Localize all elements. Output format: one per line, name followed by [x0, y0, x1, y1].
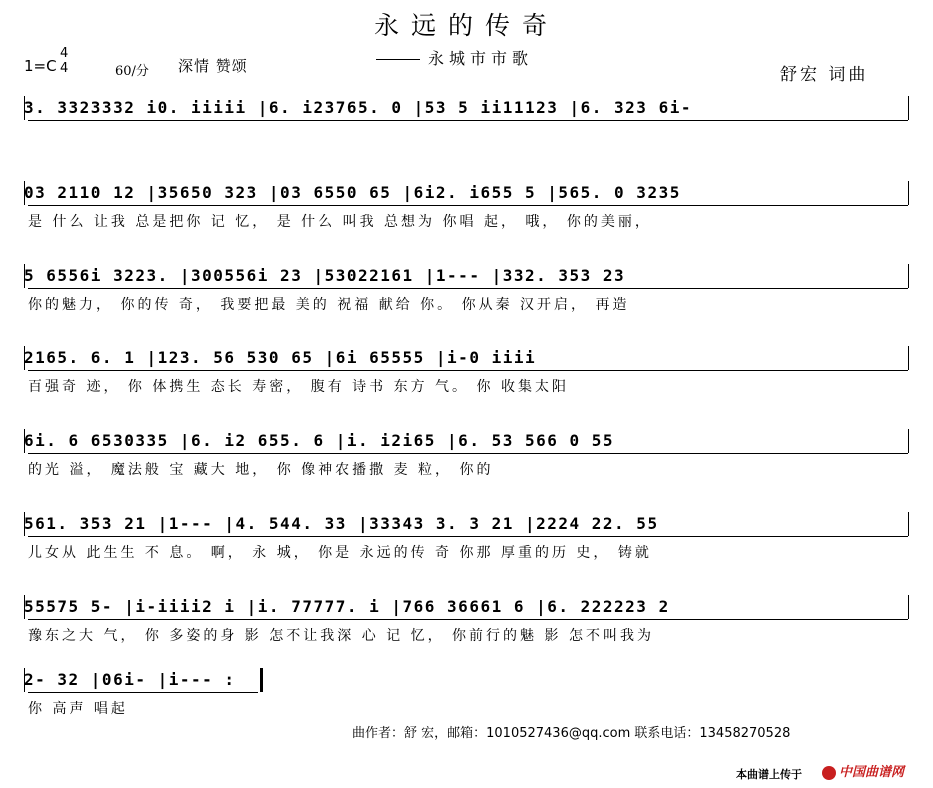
underline-beam	[28, 536, 908, 537]
time-signature	[60, 46, 68, 76]
barline	[908, 346, 909, 370]
notation-line: 2165. 6. 1 |123. 56 530 65 |6i 65555 |i-0 iiii	[24, 348, 537, 367]
barline	[908, 264, 909, 288]
barline	[908, 512, 909, 536]
barline	[908, 429, 909, 453]
underline-beam	[28, 692, 258, 693]
barline	[908, 96, 909, 120]
tempo-marking: 60/分	[115, 64, 149, 79]
underline-beam	[28, 120, 908, 121]
lyrics-line: 儿女从 此生生 不 息。 啊， 永 城， 你是 永远的传 奇 你那 厚重的历 史， 铸就	[28, 545, 652, 561]
barline	[24, 668, 25, 692]
lyrics-line: 是 什么 让我 总是把你 记 忆， 是 什么 叫我 总想为 你唱 起， 哦， 你的美丽，	[28, 214, 652, 230]
lyrics-line: 你 高声 唱起	[28, 701, 128, 717]
time-signature-bottom: 4	[60, 61, 69, 76]
notation-line: 5 6556i 3223. |300556i 23 |53022161 |1--- |332. 353 23	[24, 266, 626, 285]
notation-line: 03 2110 12 |35650 323 |03 6550 65 |6i2. i655 5 |565. 0 3235	[24, 183, 681, 202]
lyrics-line: 百强奇 迹， 你 体携生 态长 寿密， 腹有 诗书 东方 气。 你 收集太阳	[28, 379, 569, 395]
barline	[908, 595, 909, 619]
repeat-end-barline	[260, 668, 263, 692]
upload-notice: 本曲谱上传于	[736, 768, 802, 781]
mood-marking: 深情 赞颂	[178, 57, 248, 75]
lyrics-line: 豫东之大 气， 你 多姿的身 影 怎不让我深 心 记 忆， 你前行的魅 影 怎不叫我为	[28, 628, 654, 644]
time-signature-top: 4	[60, 46, 69, 61]
notation-line: 55575 5- |i-iiii2 i |i. 77777. i |766 36661 6 |6. 222223 2	[24, 597, 670, 616]
barline	[24, 595, 25, 619]
underline-beam	[28, 453, 908, 454]
notation-line: 6i. 6 6530335 |6. i2 655. 6 |i. i2i65 |6. 53 566 0 55	[24, 431, 615, 450]
barline	[24, 96, 25, 120]
underline-beam	[28, 205, 908, 206]
underline-beam	[28, 619, 908, 620]
logo-text: 中国曲谱网	[839, 765, 905, 780]
site-logo	[822, 761, 904, 780]
underline-beam	[28, 370, 908, 371]
notation-line: 561. 353 21 |1--- |4. 544. 33 |33343 3. 3 21 |2224 22. 55	[24, 514, 659, 533]
notation-line: 3. 3323332 i0. iiiii |6. i23765. 0 |53 5 ii11123 |6. 323 6i-	[24, 98, 692, 117]
barline	[24, 512, 25, 536]
barline	[24, 181, 25, 205]
song-subtitle	[376, 46, 533, 69]
song-title: 永远的传奇	[373, 11, 559, 40]
composer-contact: 曲作者：舒 宏，邮箱：1010527436@qq.com 联系电话：13458270528	[352, 726, 791, 741]
barline	[908, 181, 909, 205]
composer-credit: 舒宏 词曲	[780, 65, 869, 85]
logo-icon	[822, 766, 836, 780]
lyrics-line: 你的魅力， 你的传 奇， 我要把最 美的 祝福 献给 你。 你从秦 汉开启， 再造	[28, 297, 630, 313]
barline	[24, 429, 25, 453]
notation-line: 2- 32 |06i- |i--- :	[24, 670, 236, 689]
barline	[24, 264, 25, 288]
lyrics-line: 的光 溢， 魔法般 宝 藏大 地， 你 像神农播撒 麦 粒， 你的	[28, 462, 494, 478]
key-signature: 1=C	[24, 57, 57, 75]
subtitle-text: 永城市市歌	[428, 49, 534, 68]
subtitle-dash	[376, 59, 420, 60]
barline	[24, 346, 25, 370]
underline-beam	[28, 288, 908, 289]
